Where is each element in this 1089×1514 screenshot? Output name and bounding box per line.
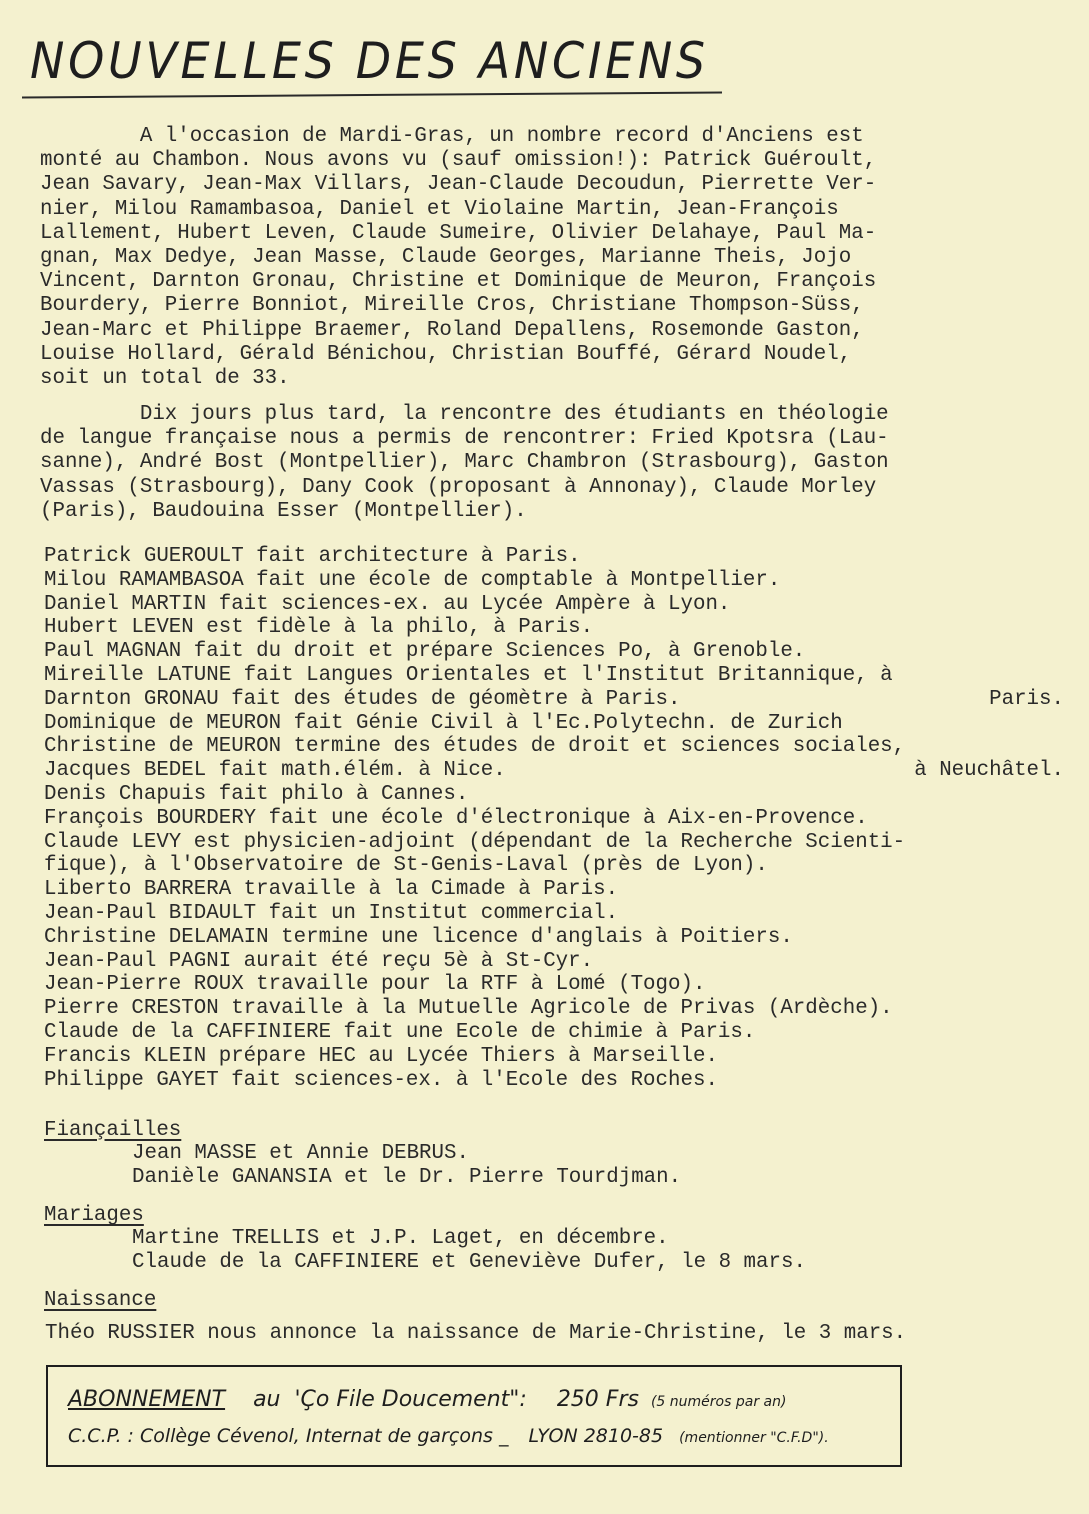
news-item-text: Francis KLEIN prépare HEC au Lycée Thiers à Marseille.	[44, 1044, 718, 1068]
journal-name: 'Ço File Doucement":	[294, 1387, 527, 1412]
news-item	[44, 735, 1074, 759]
paragraph-theologie	[40, 403, 1060, 524]
paragraph2-line: Dix jours plus tard, la rencontre des étudiants en théologie	[40, 403, 889, 426]
news-item-text: Jean-Pierre ROUX travaille pour la RTF à Lomé (Togo).	[44, 973, 706, 997]
news-item	[44, 616, 1074, 640]
naissance-heading: Naissance	[44, 1289, 157, 1312]
news-item	[44, 640, 1074, 664]
ccp-account: LYON 2810-85	[528, 1425, 664, 1447]
subscription-price: 250 Frs	[556, 1387, 639, 1412]
news-item-continuation: à Neuchâtel.	[914, 759, 1064, 783]
paragraph1-line: nier, Milou Ramambasoa, Daniel et Violaine Martin, Jean-François	[40, 197, 839, 221]
paragraph2-line: Vassas (Strasbourg), Dany Cook (proposant à Annonay), Claude Morley	[40, 475, 877, 499]
news-item	[44, 759, 1074, 783]
news-item	[44, 878, 1074, 902]
news-item	[44, 950, 1074, 974]
paragraph1-line: Bourdery, Pierre Bonniot, Mireille Cros, Christiane Thompson-Süss,	[40, 294, 864, 318]
abonnement-label: ABONNEMENT	[68, 1387, 226, 1412]
news-item	[44, 688, 1074, 712]
subscription-line	[68, 1387, 786, 1412]
paragraph1-line: gnan, Max Dedye, Jean Masse, Claude Georges, Marianne Theis, Jojo	[40, 246, 852, 270]
news-item-text: Christine DELAMAIN termine une licence d'anglais à Poitiers.	[44, 925, 793, 949]
paragraph2-line: (Paris), Baudouina Esser (Montpellier).	[40, 499, 527, 523]
news-item	[44, 831, 1074, 855]
news-item-text: Hubert LEVEN est fidèle à la philo, à Paris.	[44, 616, 594, 640]
news-item-text: fique), à l'Observatoire de St-Genis-Laval (près de Lyon).	[44, 854, 768, 878]
news-item	[44, 545, 1074, 569]
news-item-text: Claude LEVY est physicien-adjoint (dépendant de la Recherche Scienti-	[44, 830, 906, 854]
paragraph1-line: monté au Chambon. Nous avons vu (sauf omission!): Patrick Guéroult,	[40, 149, 877, 173]
ccp-note: (mentionner "C.F.D").	[679, 1430, 829, 1446]
paragraph2-line: de langue française nous a permis de rencontrer: Fried Kpotsra (Lau-	[40, 427, 889, 451]
ccp-line	[68, 1425, 829, 1447]
news-item	[44, 807, 1074, 831]
paragraph-mardi-gras	[40, 125, 1060, 391]
paragraph1-line: Louise Hollard, Gérald Bénichou, Christian Bouffé, Gérard Noudel,	[40, 342, 852, 366]
mariages-item-1: Martine TRELLIS et J.P. Laget, en décembre.	[132, 1227, 669, 1250]
subscription-issues: (5 numéros par an)	[650, 1394, 787, 1410]
news-item-text: Liberto BARRERA travaille à la Cimade à Paris.	[44, 878, 619, 902]
news-item	[44, 997, 1074, 1021]
paragraph1-line: A l'occasion de Mardi-Gras, un nombre record d'Anciens est	[40, 125, 864, 148]
news-item-text: Jean-Paul BIDAULT fait un Institut commercial.	[44, 901, 619, 925]
news-item-text: Christine de MEURON termine des études de droit et sciences sociales,	[44, 735, 906, 759]
news-item	[44, 1069, 1074, 1093]
news-item	[44, 783, 1074, 807]
abonnement-au: au	[253, 1387, 281, 1412]
news-item	[44, 926, 1074, 950]
subscription-box	[46, 1365, 902, 1467]
paragraph1-line: Jean Savary, Jean-Max Villars, Jean-Claude Decoudun, Pierrette Ver-	[40, 173, 877, 197]
paragraph2-line: sanne), André Bost (Montpellier), Marc Chambron (Strasbourg), Gaston	[40, 451, 889, 475]
news-list	[44, 545, 1074, 1092]
news-item-text: Claude de la CAFFINIERE fait une Ecole de chimie à Paris.	[44, 1020, 756, 1044]
news-item-text: Denis Chapuis fait philo à Cannes.	[44, 782, 469, 806]
page-title: NOUVELLES DES ANCIENS	[30, 32, 709, 90]
paragraph1-line: Lallement, Hubert Leven, Claude Sumeire, Olivier Delahaye, Paul Ma-	[40, 221, 877, 245]
paragraph1-line: Jean-Marc et Philippe Braemer, Roland Depallens, Rosemonde Gaston,	[40, 318, 864, 342]
news-item-text: Philippe GAYET fait sciences-ex. à l'Ecole des Roches.	[44, 1068, 718, 1092]
news-item-text: Pierre CRESTON travaille à la Mutuelle Agricole de Privas (Ardèche).	[44, 997, 893, 1021]
news-item	[44, 902, 1074, 926]
news-item	[44, 854, 1074, 878]
news-item	[44, 973, 1074, 997]
news-item-text: Darnton GRONAU fait des études de géomètre à Paris.	[44, 687, 681, 711]
news-item	[44, 569, 1074, 593]
title-underline	[22, 92, 722, 99]
fiancailles-item-2: Danièle GANANSIA et le Dr. Pierre Tourdjman.	[132, 1166, 682, 1189]
news-item-text: Patrick GUEROULT fait architecture à Paris.	[44, 545, 581, 568]
paragraph1-line: Vincent, Darnton Gronau, Christine et Dominique de Meuron, François	[40, 270, 877, 294]
news-item	[44, 664, 1074, 688]
news-item	[44, 712, 1074, 736]
news-item-text: Jacques BEDEL fait math.élém. à Nice.	[44, 759, 506, 783]
news-item	[44, 1021, 1074, 1045]
ccp-address: C.C.P. : Collège Cévenol, Internat de garçons _	[68, 1425, 509, 1447]
mariages-item-2: Claude de la CAFFINIERE et Geneviève Dufer, le 8 mars.	[132, 1251, 806, 1274]
news-item-text: Dominique de MEURON fait Génie Civil à l'Ec.Polytechn. de Zurich	[44, 711, 843, 735]
mariages-heading: Mariages	[44, 1204, 144, 1227]
naissance-text: Théo RUSSIER nous annonce la naissance de Marie-Christine, le 3 mars.	[45, 1322, 907, 1345]
fiancailles-heading: Fiançailles	[44, 1119, 182, 1142]
fiancailles-item-1: Jean MASSE et Annie DEBRUS.	[132, 1142, 469, 1165]
news-item-continuation: Paris.	[989, 687, 1064, 711]
news-item-text: Mireille LATUNE fait Langues Orientales et l'Institut Britannique, à	[44, 663, 893, 687]
news-item-text: Jean-Paul PAGNI aurait été reçu 5è à St-Cyr.	[44, 949, 594, 973]
news-item	[44, 1045, 1074, 1069]
news-item	[44, 593, 1074, 617]
paragraph1-line: soit un total de 33.	[40, 367, 290, 391]
news-item-text: Daniel MARTIN fait sciences-ex. au Lycée Ampère à Lyon.	[44, 592, 731, 616]
news-item-text: François BOURDERY fait une école d'électronique à Aix-en-Provence.	[44, 806, 868, 830]
news-item-text: Milou RAMAMBASOA fait une école de comptable à Montpellier.	[44, 568, 781, 592]
news-item-text: Paul MAGNAN fait du droit et prépare Sciences Po, à Grenoble.	[44, 640, 806, 664]
